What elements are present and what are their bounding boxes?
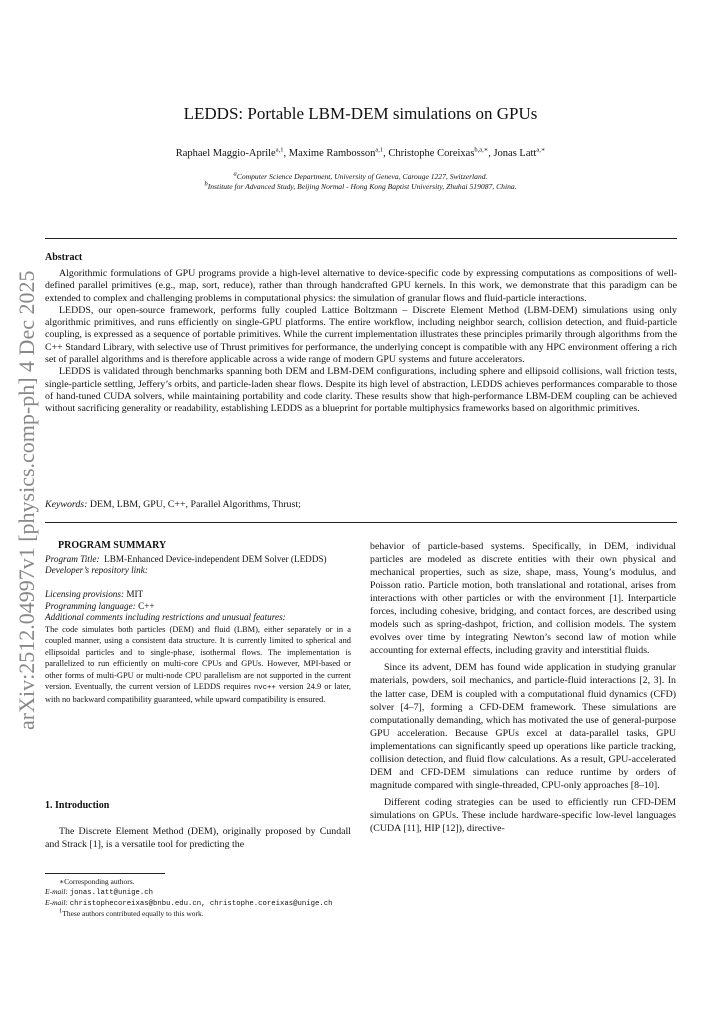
program-summary [45, 540, 351, 706]
keywords-text: DEM, LBM, GPU, C++, Parallel Algorithms, Thrust; [89, 499, 301, 510]
language-label: Programming language: [45, 600, 136, 611]
author-list: Raphael Maggio-Aprile$^{a,1}$, Maxime Rambosson$^{a,1}$, Christophe Coreixas$^{b,a,∗}$, Jonas Latt$^{a,∗}$ [175, 146, 546, 159]
section-heading-introduction: 1. Introduction [45, 800, 110, 811]
footnote-divider [45, 873, 165, 874]
arxiv-identifier: arXiv:2512.04997v1 [physics.comp-ph] 4 Dec 2025 [14, 270, 39, 730]
footnote-equal-contribution: $^1$These authors contributed equally to this work. [59, 907, 204, 918]
author-affiliation-marker: a,∗ [536, 146, 546, 154]
comments-text: The code simulates both particles (DEM) and fluid (LBM), either separately or in a coupled manner, using a consistent data structure. It is currently limited to spherical and ellipsoidal particles and to single-phase, isothermal flows. The implementation is parallelized to run efficiently on multi-core CPUs and GPUs. However, MPI-based or other forms of multi-GPU or multi-node CPU parallelism are not supported in the current version. Eventually, the current version of LEDDS requires nvc++ version 24.9 or later, with no backward compatibility guaranteed, while upward compatibility is ensured. [45, 624, 351, 705]
author-name: Raphael Maggio-Aprile [175, 148, 276, 159]
footnote-corresponding: ∗Corresponding authors. [59, 877, 135, 886]
program-title-label: Program Title: [45, 553, 100, 564]
repository-label: Developer’s repository link: [45, 565, 148, 576]
license-label: Licensing provisions: [45, 588, 125, 599]
author-name: Christophe Coreixas [388, 148, 475, 159]
comments-label: Additional comments including restrictions and unusual features: [45, 612, 286, 623]
email-label: E-mail: [45, 887, 68, 896]
affiliation: $^b$Institute for Advanced Study, Beijing Normal - Hong Kong Baptist University, Zhuhai 519087, China. [204, 180, 517, 191]
abstract-paragraph: LEDDS, our open-source framework, performs fully coupled Lattice Boltzmann – Discrete Element Method (LBM-DEM) simulations using only algorithmic primitives, and runs efficiently on single-GPU platforms. The entire workflow, including neighbor search, collision detection, and fluid-particle coupling, is expressed as a sequence of portable primitives. While the current implementation illustrates these principles primarily through algorithms from the C++ Standard Library, with selective use of Thrust primitives for performance, the underlying concept is compatible with any HPC environment offering a rich set of parallel algorithms and is therefore applicable across a wide range of modern GPU systems and future accelerators. [45, 304, 677, 366]
author-name: Jonas Latt [493, 148, 537, 159]
footnotes [45, 877, 351, 919]
introduction-right-column [370, 540, 676, 835]
license-value: MIT [126, 588, 144, 599]
author-name: Maxime Rambosson [288, 148, 376, 159]
abstract-body [45, 268, 677, 416]
email-label: E-mail: [45, 898, 68, 907]
paper-title: LEDDS: Portable LBM-DEM simulations on GPUs [183, 104, 538, 123]
introduction-paragraph: The Discrete Element Method (DEM), originally proposed by Cundall and Strack [1], is a versatile tool for predicting the [45, 826, 351, 850]
author-affiliation-marker: a,1 [375, 146, 384, 154]
introduction-paragraph: behavior of particle-based systems. Specifically, in DEM, individual particles are modeled as discrete entities with their own physical and mechanical properties, such as size, shape, mass, Young’s modulus, and Poisson ratio. Particle motion, both translational and rotational, arises from interactions with other particles or with the environment [1]. Interparticle forces, including cohesive, bridging, and contact forces, are described using models such as spring-dashpot, friction, and collision models. The system evolves over time by integrating Newton’s second law of motion while accounting for external effects, including gravity and interstitial fluids. [370, 541, 676, 657]
author-affiliation-marker: b,a,∗ [474, 146, 489, 154]
keywords [45, 499, 677, 510]
program-summary-heading: PROGRAM SUMMARY [58, 540, 167, 551]
abstract-paragraph: LEDDS is validated through benchmarks spanning both DEM and LBM-DEM configurations, including sphere and ellipsoid collisions, wall friction tests, single-particle settling, Jeffery’s orbits, and particle-laden shear flows. Despite its high level of abstraction, LEDDS achieves performances comparable to those of hand-tuned CUDA solvers, while maintaining portability and code clarity. These results show that high-performance LBM-DEM coupling can be achieved without sacrificing generality or readability, establishing LEDDS as a blueprint for portable multiphysics frameworks based on algorithmic primitives. [45, 366, 677, 415]
author-affiliation-marker: a,1 [275, 146, 284, 154]
language-value: C++ [138, 600, 155, 611]
keywords-label: Keywords: [45, 499, 88, 510]
abstract-heading: Abstract [45, 252, 83, 263]
introduction-paragraph: Different coding strategies can be used to efficiently run CFD-DEM simulations on GPUs. These include hardware-specific low-level languages (CUDA [11], HIP [12]), directive- [370, 796, 676, 834]
affiliation: $^a$Computer Science Department, University of Geneva, Carouge 1227, Switzerland. [233, 170, 488, 181]
abstract-paragraph: Algorithmic formulations of GPU programs provide a high-level alternative to device-specific code by expressing computations as compositions of well-defined parallel primitives (e.g., map, sort, reduce), rather than through handcrafted GPU kernels. In this work, we demonstrate that this paradigm can be extended to complex and challenging problems in computational physics: the simulation of granular flows and fluid-particle interactions. [45, 268, 677, 304]
email-link[interactable]: jonas.latt@unige.ch [69, 889, 153, 897]
section-divider [45, 522, 677, 523]
section-divider [45, 238, 677, 239]
introduction-paragraph: Since its advent, DEM has found wide application in studying granular materials, powders, soil mechanics, and particle-fluid interactions [2, 3]. In the latter case, DEM is coupled with a computational fluid dynamics (CFD) solver [4–7], forming a CFD-DEM framework. These simulations are computationally demanding, which has motivated the use of general-purpose GPU acceleration. Because GPUs excel at data-parallel tasks, GPU implementations can significantly speed up operations like particle tracking, collision detection, and fluid flow calculations. As a result, GPU-accelerated DEM and CFD-DEM simulations can reduce runtime by orders of magnitude compared with single-threaded, CPU-only approaches [8–10]. [370, 662, 676, 791]
email-link[interactable]: christophecoreixas@bnbu.edu.cn, christophe.coreixas@unige.ch [69, 900, 333, 908]
code-compiler: nvc++ [253, 683, 276, 692]
program-title-value: LBM-Enhanced Device-independent DEM Solver (LEDDS) [104, 553, 327, 564]
